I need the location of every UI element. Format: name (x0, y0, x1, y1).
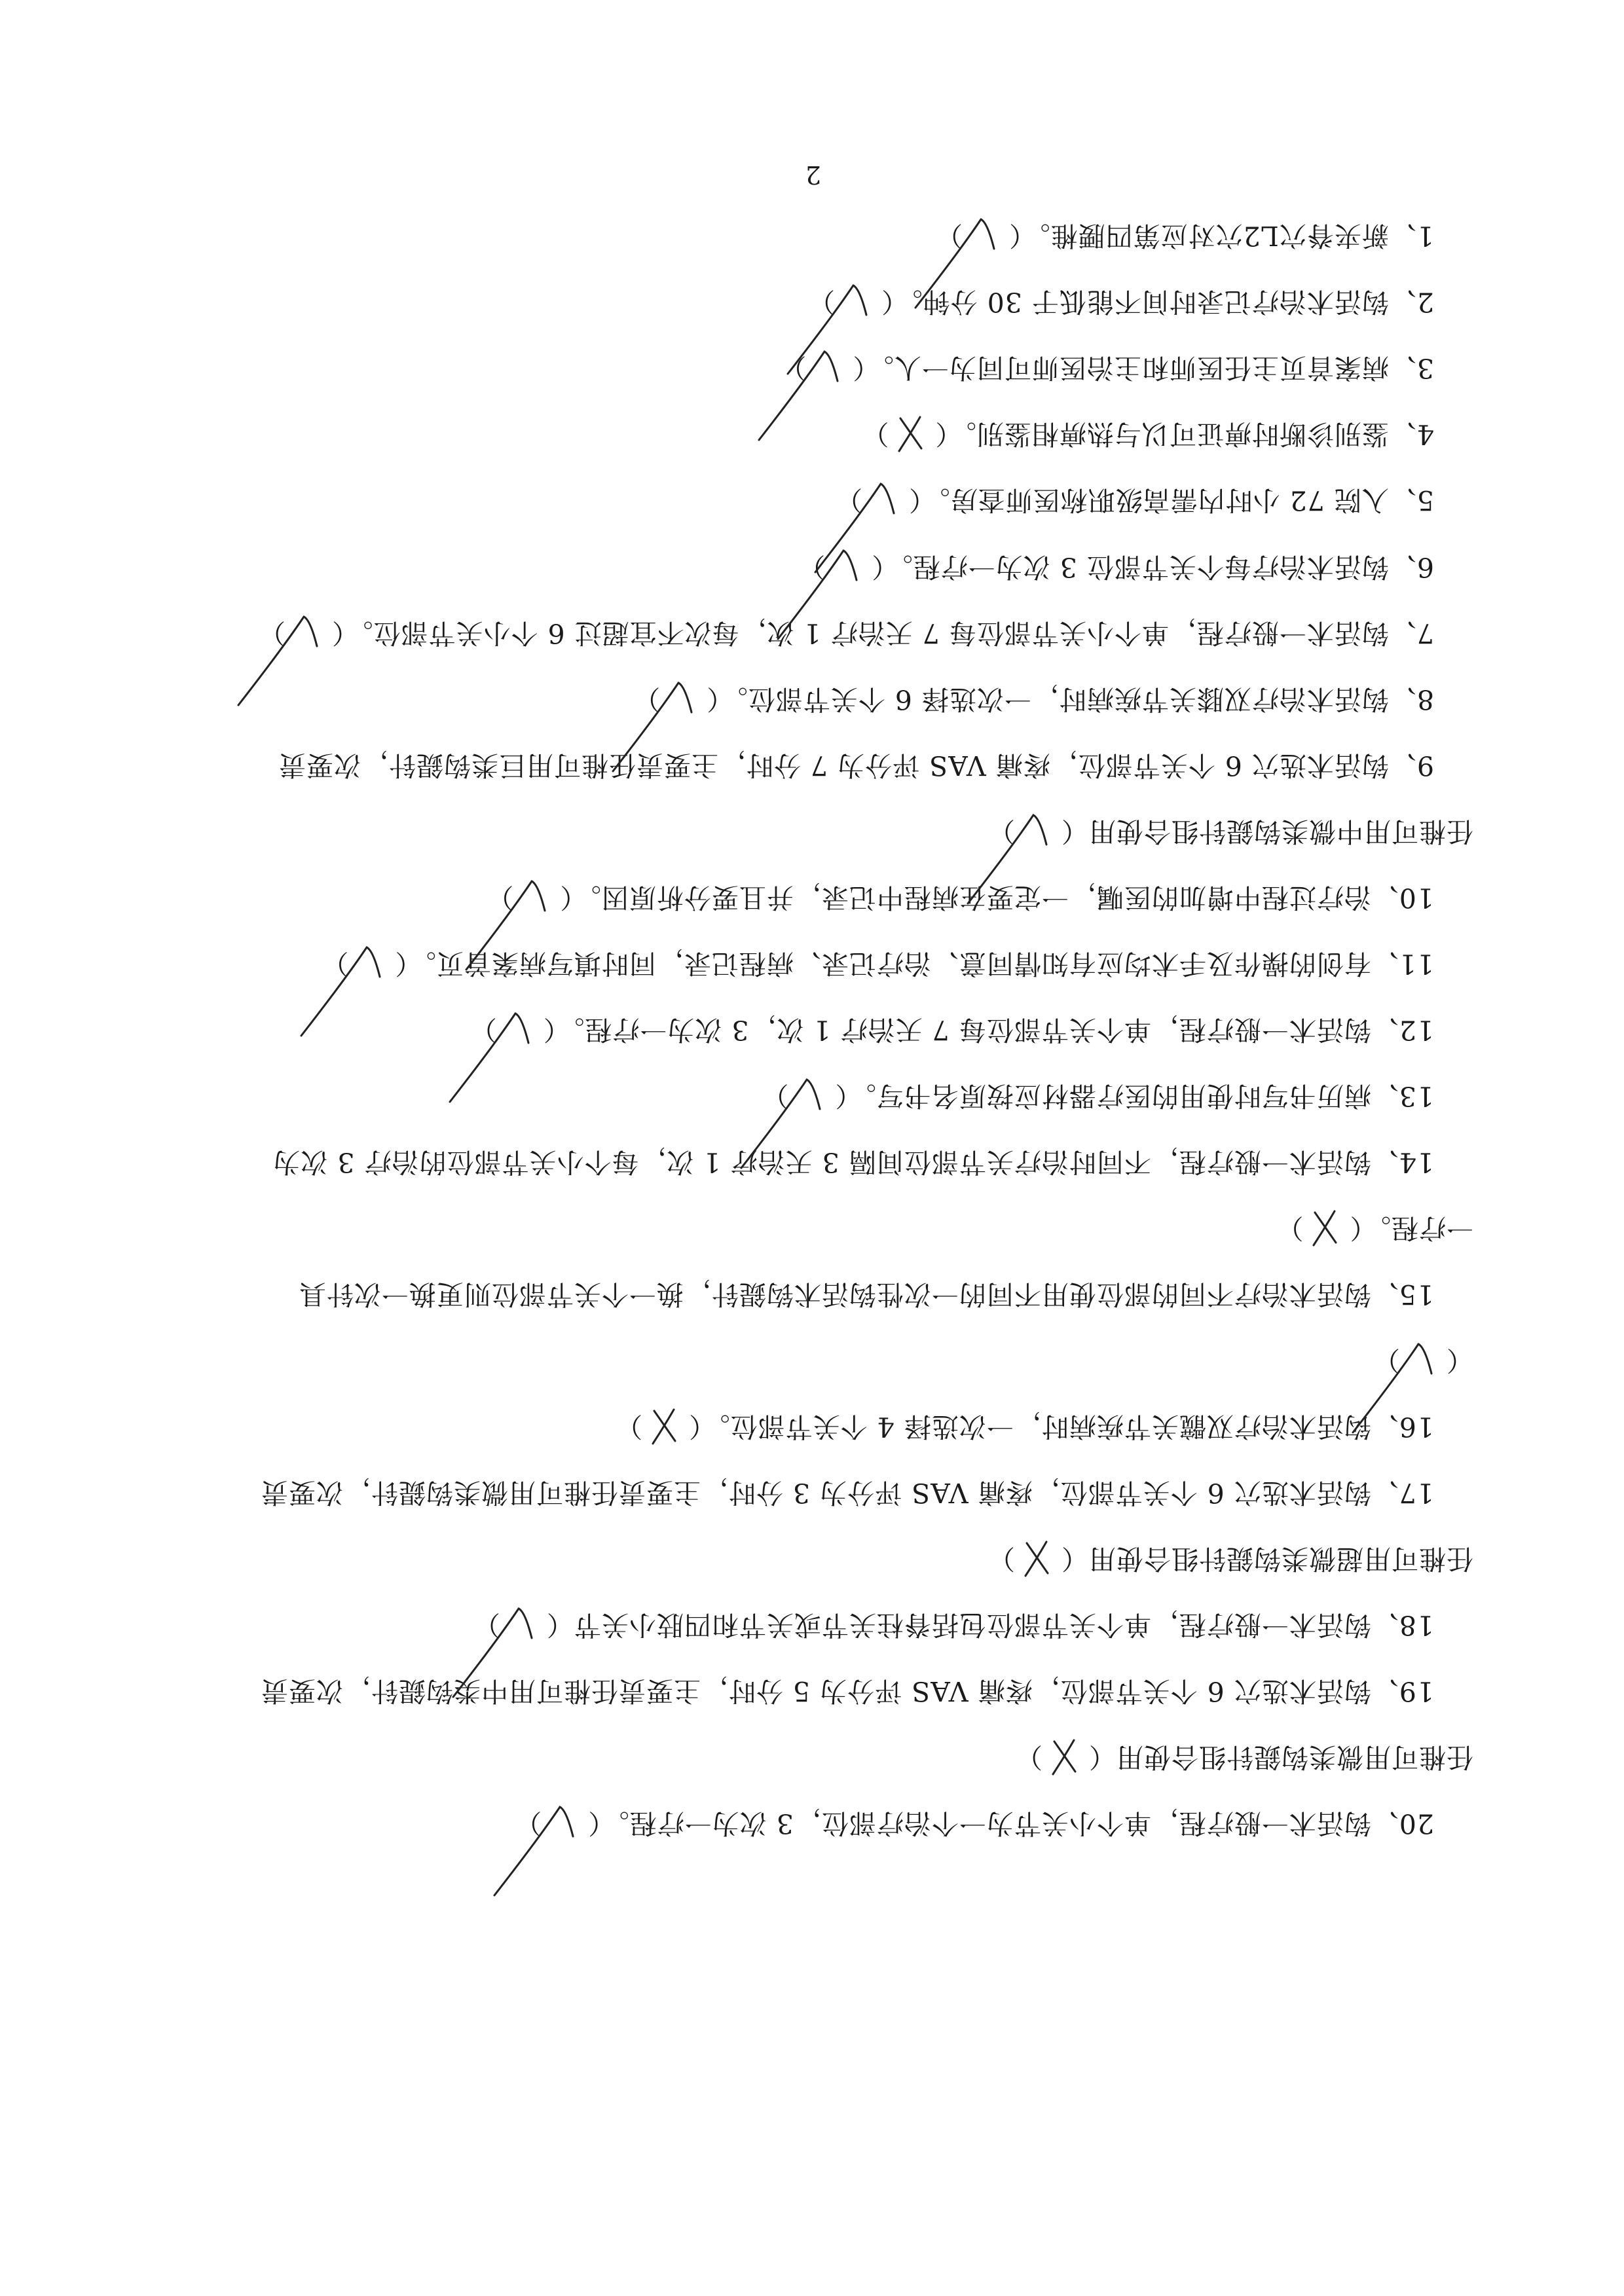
question-19-cont: 任椎可用微类钩鍉针组合使用（） (1015, 1741, 1473, 1773)
question-9: 9、钩活术选穴 6 个关节部位，疼痛 VAS 评分为 7 分时，主要责任椎可用巨类钩鍉针，次要责 (278, 750, 1434, 781)
question-9-cont: 任椎可用中微类钩鍉针组合使用（） (987, 816, 1473, 847)
question-14-cont: 一疗程。（） (1276, 1212, 1473, 1244)
question-1: 1、新夹脊穴L2穴对应第四腰椎。（） (935, 220, 1434, 251)
question-18: 18、钩活术一般疗程，单个关节部位包括脊柱关节或关节和四肢小关节（） (472, 1609, 1434, 1641)
question-12: 12、钩活术一般疗程，单个关节部位每 7 天治疗 1 次，3 次为一疗程。（） (469, 1014, 1434, 1046)
question-16: 16、钩活术治疗双髋关节疾病时，一次选择 4 个关节部位。（） (615, 1411, 1434, 1442)
question-17-cont: 任椎可用超微类钩鍉针组合使用（） (987, 1543, 1473, 1575)
question-8: 8、钩活术治疗双膝关节疾病时，一次选择 6 个关节部位。（） (633, 683, 1434, 715)
question-19: 19、钩活术选穴 6 个关节部位，疼痛 VAS 评分为 5 分时，主要责任椎可用中类钩鍉针，次要责 (260, 1675, 1434, 1707)
question-10: 10、治疗过程中增加的医嘱，一定要在病程中记录，并且要分析原因。（） (486, 882, 1434, 913)
page-number: 2 (805, 160, 821, 189)
question-20: 20、钩活术一般疗程，单个小关节为一个治疗部位，3 次为一疗程。（） (514, 1808, 1434, 1839)
question-17: 17、钩活术选穴 6 个关节部位，疼痛 VAS 评分为 3 分时，主要责任椎可用微类钩鍉针，次要责 (260, 1477, 1434, 1508)
question-3: 3、病案首页主任医师和主治医师可同为一人。（） (779, 352, 1434, 384)
question-14: 14、钩活术一般疗程，不同时治疗关节部位间隔 3 天治疗 1 次，每个小关节部位的治疗 3 次为 (272, 1146, 1434, 1178)
question-15-cont: （） (1373, 1345, 1473, 1376)
question-5: 5、入院 72 小时内需高级职称医师查房。（） (835, 484, 1434, 516)
question-7: 7、钩活术一般疗程，单个小关节部位每 7 天治疗 1 次，每次不宜超过 6 个小关节部位。（） (257, 617, 1434, 649)
question-11: 11、有创的操作及手术均应有知情同意、治疗记录、病程记录，同时填写病案首页。（） (321, 948, 1434, 979)
question-6: 6、钩活术治疗每个关节部位 3 次为一疗程。（） (798, 551, 1434, 583)
question-4: 4、鉴别诊断时痹证可以与热痹相鉴别。（） (861, 418, 1434, 450)
question-13: 13、病历书写时使用的医疗器材应按原名书写。（） (761, 1080, 1434, 1112)
question-15: 15、钩活术治疗不同的部位使用不同的一次性钩活术钩鍉针，换一个关节部位则更换一次针具 (298, 1279, 1434, 1310)
question-2: 2、钩活术治疗记录时间不能低于 30 分钟。（） (807, 286, 1434, 318)
